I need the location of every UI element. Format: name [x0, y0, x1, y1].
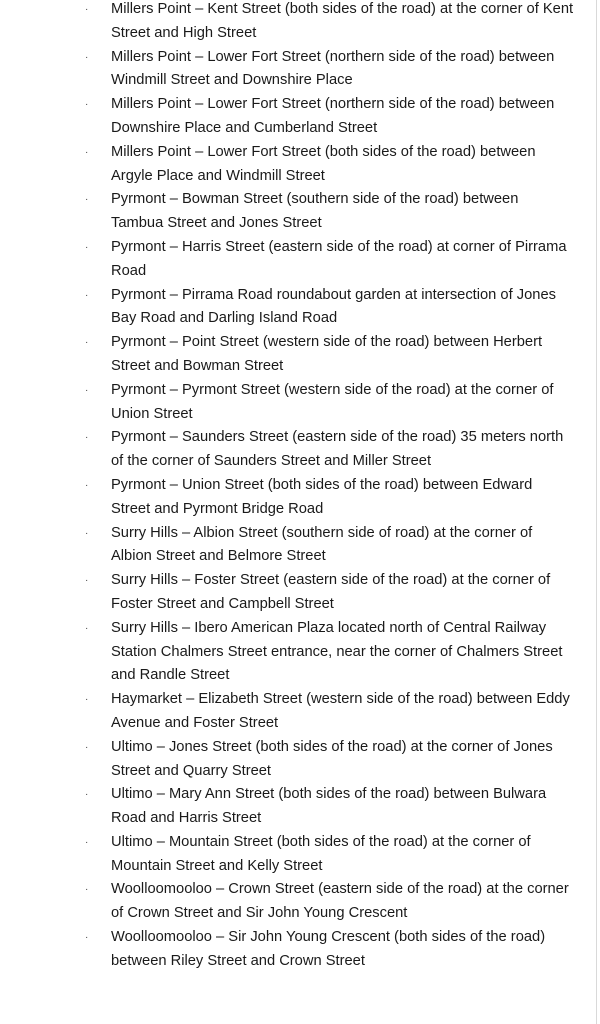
list-item: [0, 878, 600, 926]
list-item: [0, 93, 600, 141]
list-item-text: Ultimo – Mountain Street (both sides of the road) at the corner of Mountain Street and Kelly Street: [111, 833, 531, 874]
list-item-text: Millers Point – Kent Street (both sides of the road) at the corner of Kent Street and High Street: [111, 1, 574, 41]
bullet-icon: ·: [85, 99, 89, 111]
bullet-icon: ·: [85, 694, 89, 706]
list-item: [0, 783, 600, 831]
bullet-icon: ·: [85, 51, 89, 63]
bullet-icon: ·: [85, 4, 89, 15]
bullet-icon: ·: [85, 527, 89, 539]
list-item: [0, 236, 600, 284]
list-item: [0, 284, 600, 332]
bullet-icon: ·: [85, 194, 89, 206]
list-item: [0, 736, 600, 784]
bullet-icon: ·: [85, 384, 89, 396]
bullet-icon: ·: [85, 932, 89, 944]
list-item-text: Ultimo – Mary Ann Street (both sides of the road) between Bulwara Road and Harris Street: [111, 786, 547, 827]
bullet-icon: ·: [85, 741, 89, 753]
list-item-text: Pyrmont – Pirrama Road roundabout garden at intersection of Jones Bay Road and Darling Island Road: [111, 286, 556, 327]
list-item-text: Woolloomooloo – Sir John Young Crescent (both sides of the road) between Riley Street and Crown Street: [111, 929, 546, 969]
list-item: [0, 188, 600, 236]
bullet-icon: ·: [85, 479, 89, 491]
list-item: [0, 688, 600, 736]
list-item: [0, 46, 600, 94]
bullet-icon: ·: [85, 575, 89, 587]
list-item-text: Pyrmont – Union Street (both sides of the road) between Edward Street and Pyrmont Bridge Road: [111, 476, 533, 517]
list-item-text: Pyrmont – Pyrmont Street (western side of the road) at the corner of Union Street: [111, 381, 554, 422]
list-item: [0, 926, 600, 974]
list-item: [0, 522, 600, 570]
list-item-text: Surry Hills – Albion Street (southern side of road) at the corner of Albion Street and Belmore Street: [111, 524, 533, 565]
bullet-icon: ·: [85, 289, 89, 301]
list-item-text: Pyrmont – Harris Street (eastern side of the road) at corner of Pirrama Road: [111, 238, 567, 279]
bullet-icon: ·: [85, 432, 89, 444]
bullet-icon: ·: [85, 622, 89, 634]
list-item-text: Millers Point – Lower Fort Street (both sides of the road) between Argyle Place and Windmill Street: [111, 143, 536, 184]
list-item: [0, 141, 600, 189]
list-item: [0, 617, 600, 688]
list-item: [0, 474, 600, 522]
list-item: [0, 331, 600, 379]
list-item-text: Surry Hills – Foster Street (eastern side of the road) at the corner of Foster Street and Campbell Street: [111, 572, 551, 612]
list-item-text: Surry Hills – Ibero American Plaza located north of Central Railway Station Chalmers Street entrance, near the corner of Chalmers Street and Randle Street: [111, 619, 563, 684]
list-item-text: Ultimo – Jones Street (both sides of the road) at the corner of Jones Street and Quarry Street: [111, 738, 553, 779]
list-item: [0, 831, 600, 879]
list-item-text: Woolloomooloo – Crown Street (eastern side of the road) at the corner of Crown Street and Sir John Young Crescent: [111, 881, 569, 922]
list-item-text: Millers Point – Lower Fort Street (northern side of the road) between Windmill Street and Downshire Place: [111, 48, 555, 89]
bullet-icon: ·: [85, 836, 89, 848]
list-item-text: Pyrmont – Saunders Street (eastern side of the road) 35 meters north of the corner of Saunders Street and Miller Street: [111, 429, 564, 470]
list-item: [0, 379, 600, 427]
list-item: [0, 0, 600, 46]
bullet-icon: ·: [85, 241, 89, 253]
list-item-text: Millers Point – Lower Fort Street (northern side of the road) between Downshire Place and Cumberland Street: [111, 96, 555, 136]
bullet-icon: ·: [85, 884, 89, 896]
bullet-icon: ·: [85, 146, 89, 158]
bullet-icon: ·: [85, 789, 89, 801]
list-item-text: Pyrmont – Point Street (western side of the road) between Herbert Street and Bowman Street: [111, 334, 543, 374]
list-item: [0, 569, 600, 617]
list-item-text: Pyrmont – Bowman Street (southern side of the road) between Tambua Street and Jones Street: [111, 191, 519, 232]
bullet-icon: ·: [85, 337, 89, 349]
list-item: [0, 426, 600, 474]
list-item-text: Haymarket – Elizabeth Street (western side of the road) between Eddy Avenue and Foster Street: [111, 691, 570, 731]
